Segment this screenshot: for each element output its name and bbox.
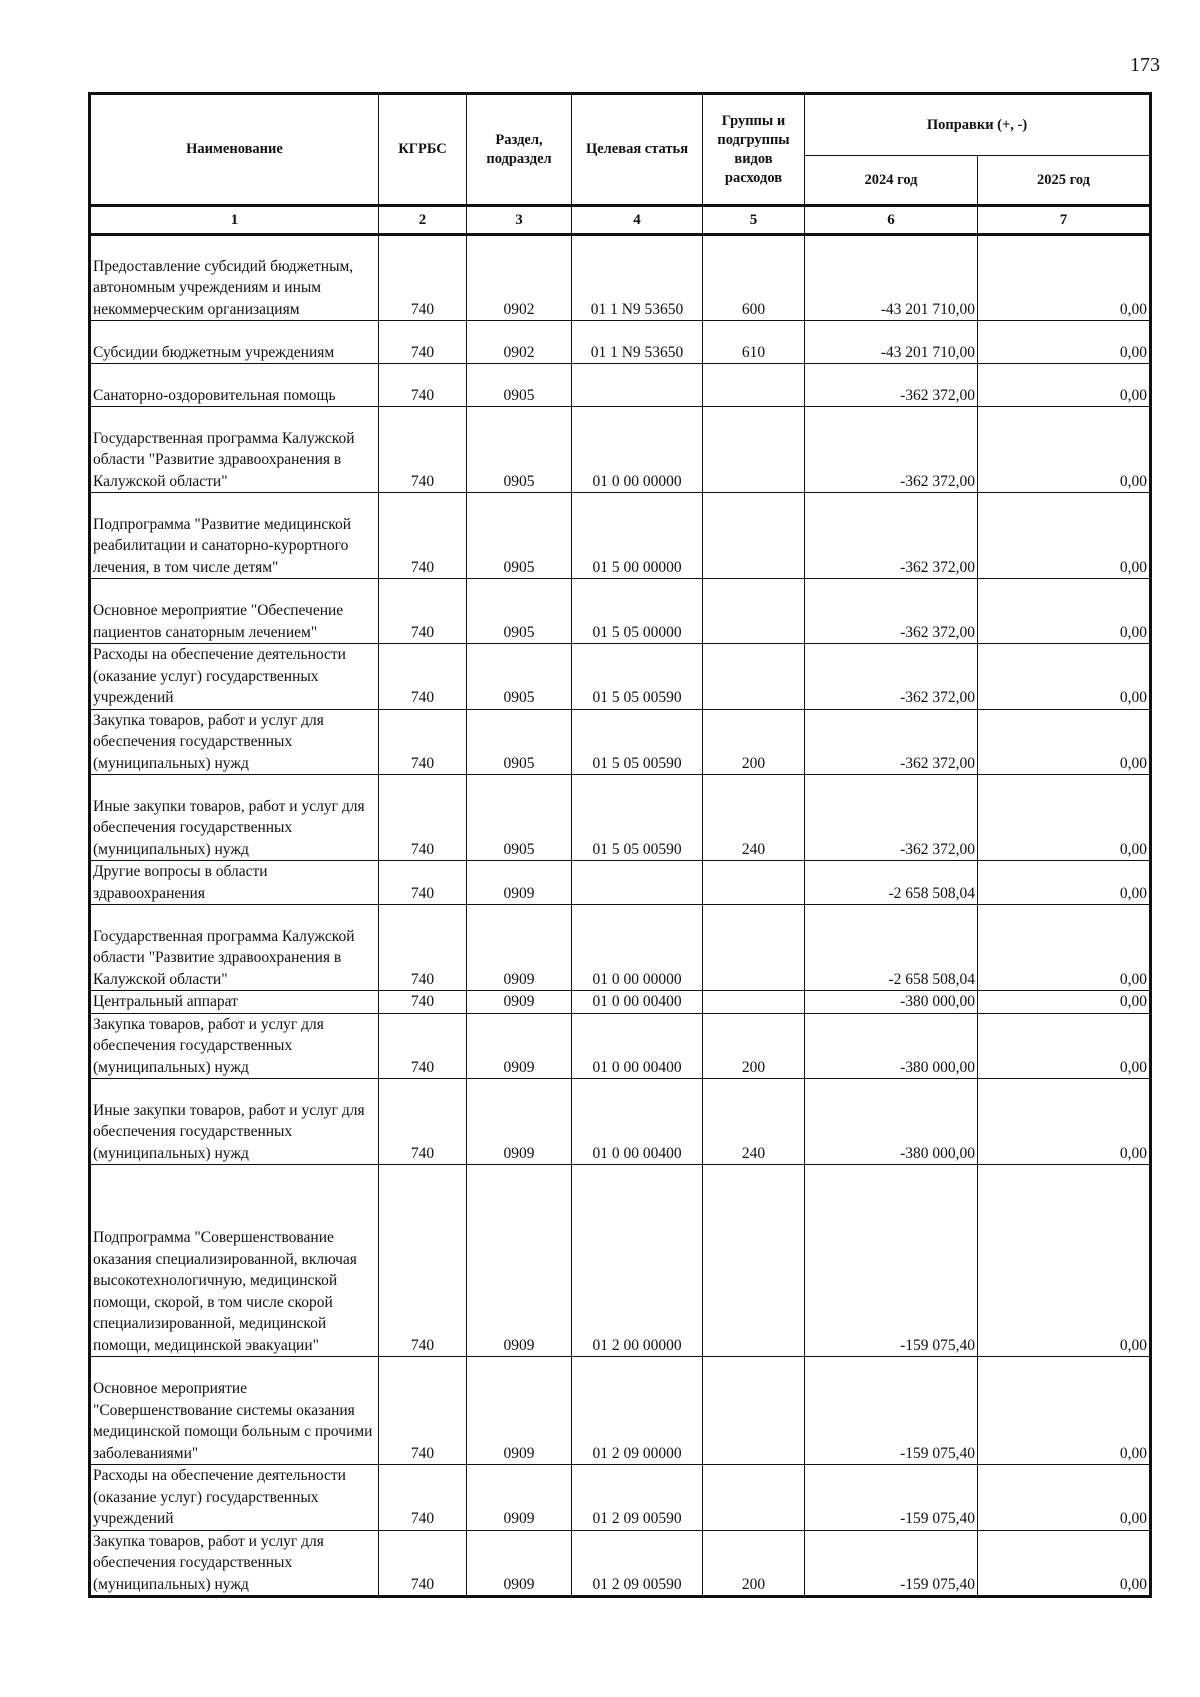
row-section: 0909 (467, 991, 572, 1014)
row-target-article: 01 5 05 00590 (572, 775, 703, 861)
row-section: 0909 (467, 1165, 572, 1357)
table-row (90, 1357, 1151, 1465)
row-expense-group (703, 1165, 805, 1357)
row-name: Государственная программа Калужской области "Развитие здравоохранения в Калужской области" (90, 407, 379, 493)
row-target-article: 01 5 05 00590 (572, 709, 703, 775)
row-section: 0909 (467, 861, 572, 905)
row-amount-2024: -2 658 508,04 (805, 861, 978, 905)
row-kgrbs: 740 (379, 775, 467, 861)
row-name: Подпрограмма "Развитие медицинской реабилитации и санаторно-курортного лечения, в том числе детям" (90, 493, 379, 579)
row-expense-group: 200 (703, 1530, 805, 1597)
budget-amendments-table (88, 92, 1152, 1598)
row-amount-2024: -362 372,00 (805, 364, 978, 407)
row-amount-2024: -362 372,00 (805, 407, 978, 493)
header-year-2024: 2024 год (805, 156, 978, 206)
row-expense-group: 240 (703, 1079, 805, 1165)
row-section: 0909 (467, 1079, 572, 1165)
row-kgrbs: 740 (379, 493, 467, 579)
row-expense-group (703, 905, 805, 991)
row-target-article: 01 2 00 00000 (572, 1165, 703, 1357)
table-row (90, 321, 1151, 364)
row-name: Расходы на обеспечение деятельности (оказание услуг) государственных учреждений (90, 644, 379, 710)
row-expense-group: 610 (703, 321, 805, 364)
header-section: Раздел, подраздел (467, 94, 572, 206)
row-expense-group: 600 (703, 235, 805, 321)
row-name: Субсидии бюджетным учреждениям (90, 321, 379, 364)
table-row (90, 1465, 1151, 1531)
row-amount-2025: 0,00 (978, 321, 1151, 364)
row-amount-2025: 0,00 (978, 1165, 1151, 1357)
row-section: 0905 (467, 579, 572, 644)
table-row (90, 905, 1151, 991)
header-target: Целевая статья (572, 94, 703, 206)
row-amount-2025: 0,00 (978, 235, 1151, 321)
column-number: 1 (90, 206, 379, 235)
row-expense-group (703, 644, 805, 710)
row-amount-2025: 0,00 (978, 1530, 1151, 1597)
row-amount-2024: -159 075,40 (805, 1530, 978, 1597)
row-section: 0905 (467, 364, 572, 407)
row-kgrbs: 740 (379, 235, 467, 321)
row-section: 0905 (467, 775, 572, 861)
table-row (90, 644, 1151, 710)
table-row (90, 1013, 1151, 1079)
column-number: 7 (978, 206, 1151, 235)
row-kgrbs: 740 (379, 407, 467, 493)
table-row (90, 407, 1151, 493)
row-target-article: 01 2 09 00590 (572, 1530, 703, 1597)
header-kgrbs: КГРБС (379, 94, 467, 206)
row-name: Санаторно-оздоровительная помощь (90, 364, 379, 407)
row-section: 0905 (467, 709, 572, 775)
row-expense-group (703, 1357, 805, 1465)
row-expense-group (703, 407, 805, 493)
row-amount-2025: 0,00 (978, 1465, 1151, 1531)
column-number: 2 (379, 206, 467, 235)
row-name: Основное мероприятие "Совершенствование системы оказания медицинской помощи больным с прочими заболеваниями" (90, 1357, 379, 1465)
row-target-article: 01 5 05 00000 (572, 579, 703, 644)
row-section: 0902 (467, 321, 572, 364)
row-amount-2024: -43 201 710,00 (805, 235, 978, 321)
row-kgrbs: 740 (379, 644, 467, 710)
row-target-article: 01 1 N9 53650 (572, 321, 703, 364)
row-name: Расходы на обеспечение деятельности (оказание услуг) государственных учреждений (90, 1465, 379, 1531)
row-amount-2025: 0,00 (978, 861, 1151, 905)
row-target-article: 01 2 09 00000 (572, 1357, 703, 1465)
row-section: 0909 (467, 1530, 572, 1597)
row-name: Иные закупки товаров, работ и услуг для обеспечения государственных (муниципальных) нужд (90, 1079, 379, 1165)
row-target-article: 01 0 00 00000 (572, 905, 703, 991)
row-amount-2025: 0,00 (978, 991, 1151, 1014)
header-year-2025: 2025 год (978, 156, 1151, 206)
row-name: Закупка товаров, работ и услуг для обеспечения государственных (муниципальных) нужд (90, 1013, 379, 1079)
row-target-article: 01 1 N9 53650 (572, 235, 703, 321)
row-kgrbs: 740 (379, 364, 467, 407)
row-amount-2024: -2 658 508,04 (805, 905, 978, 991)
row-expense-group (703, 861, 805, 905)
table-row (90, 1079, 1151, 1165)
row-kgrbs: 740 (379, 1013, 467, 1079)
row-kgrbs: 740 (379, 579, 467, 644)
row-expense-group (703, 579, 805, 644)
row-section: 0909 (467, 905, 572, 991)
row-target-article: 01 5 05 00590 (572, 644, 703, 710)
row-expense-group (703, 493, 805, 579)
row-name: Другие вопросы в области здравоохранения (90, 861, 379, 905)
row-amount-2025: 0,00 (978, 364, 1151, 407)
page-number: 173 (1130, 54, 1160, 76)
table-row (90, 861, 1151, 905)
row-section: 0905 (467, 493, 572, 579)
row-section: 0909 (467, 1013, 572, 1079)
row-name: Закупка товаров, работ и услуг для обеспечения государственных (муниципальных) нужд (90, 709, 379, 775)
row-amount-2025: 0,00 (978, 709, 1151, 775)
row-name: Государственная программа Калужской области "Развитие здравоохранения в Калужской области" (90, 905, 379, 991)
column-number: 6 (805, 206, 978, 235)
row-target-article: 01 0 00 00000 (572, 407, 703, 493)
row-amount-2024: -362 372,00 (805, 709, 978, 775)
row-amount-2025: 0,00 (978, 1079, 1151, 1165)
table-row (90, 991, 1151, 1014)
row-kgrbs: 740 (379, 1357, 467, 1465)
row-amount-2025: 0,00 (978, 644, 1151, 710)
row-name: Центральный аппарат (90, 991, 379, 1014)
row-name: Подпрограмма "Совершенствование оказания специализированной, включая высокотехнологичную, медицинской помощи, скорой, в том числе скорой специализированной, медицинской помощи, медицинской эвакуации" (90, 1165, 379, 1357)
row-kgrbs: 740 (379, 321, 467, 364)
row-section: 0909 (467, 1357, 572, 1465)
row-expense-group: 200 (703, 1013, 805, 1079)
row-expense-group (703, 991, 805, 1014)
row-kgrbs: 740 (379, 1165, 467, 1357)
row-name: Основное мероприятие "Обеспечение пациентов санаторным лечением" (90, 579, 379, 644)
table-row (90, 1530, 1151, 1597)
table-row (90, 364, 1151, 407)
row-amount-2025: 0,00 (978, 905, 1151, 991)
row-target-article: 01 0 00 00400 (572, 1079, 703, 1165)
row-kgrbs: 740 (379, 905, 467, 991)
row-name: Предоставление субсидий бюджетным, автономным учреждениям и иным некоммерческим организациям (90, 235, 379, 321)
column-number: 4 (572, 206, 703, 235)
column-number: 5 (703, 206, 805, 235)
table-row (90, 235, 1151, 321)
row-expense-group (703, 1465, 805, 1531)
table-row (90, 709, 1151, 775)
row-section: 0905 (467, 644, 572, 710)
row-expense-group: 200 (703, 709, 805, 775)
header-name: Наименование (90, 94, 379, 206)
row-name: Закупка товаров, работ и услуг для обеспечения государственных (муниципальных) нужд (90, 1530, 379, 1597)
row-amount-2024: -362 372,00 (805, 493, 978, 579)
table-row (90, 579, 1151, 644)
row-kgrbs: 740 (379, 991, 467, 1014)
column-number: 3 (467, 206, 572, 235)
table-row (90, 775, 1151, 861)
row-amount-2024: -380 000,00 (805, 1013, 978, 1079)
row-amount-2025: 0,00 (978, 1357, 1151, 1465)
row-amount-2024: -159 075,40 (805, 1165, 978, 1357)
row-section: 0905 (467, 407, 572, 493)
row-amount-2025: 0,00 (978, 775, 1151, 861)
row-kgrbs: 740 (379, 1465, 467, 1531)
row-target-article: 01 0 00 00400 (572, 991, 703, 1014)
table-row (90, 493, 1151, 579)
row-amount-2024: -380 000,00 (805, 1079, 978, 1165)
row-target-article: 01 5 00 00000 (572, 493, 703, 579)
row-amount-2024: -159 075,40 (805, 1357, 978, 1465)
row-amount-2025: 0,00 (978, 407, 1151, 493)
row-target-article (572, 364, 703, 407)
row-amount-2025: 0,00 (978, 579, 1151, 644)
row-amount-2025: 0,00 (978, 1013, 1151, 1079)
row-expense-group: 240 (703, 775, 805, 861)
row-name: Иные закупки товаров, работ и услуг для обеспечения государственных (муниципальных) нужд (90, 775, 379, 861)
row-amount-2024: -362 372,00 (805, 579, 978, 644)
row-amount-2024: -380 000,00 (805, 991, 978, 1014)
row-section: 0909 (467, 1465, 572, 1531)
row-section: 0902 (467, 235, 572, 321)
row-amount-2025: 0,00 (978, 493, 1151, 579)
header-groups: Группы и подгруппы видов расходов (703, 94, 805, 206)
row-expense-group (703, 364, 805, 407)
row-target-article: 01 2 09 00590 (572, 1465, 703, 1531)
header-amendments: Поправки (+, -) (805, 94, 1151, 156)
row-target-article (572, 861, 703, 905)
row-kgrbs: 740 (379, 861, 467, 905)
table-row (90, 1165, 1151, 1357)
row-amount-2024: -159 075,40 (805, 1465, 978, 1531)
row-kgrbs: 740 (379, 709, 467, 775)
row-amount-2024: -362 372,00 (805, 775, 978, 861)
row-amount-2024: -43 201 710,00 (805, 321, 978, 364)
row-kgrbs: 740 (379, 1079, 467, 1165)
row-kgrbs: 740 (379, 1530, 467, 1597)
row-amount-2024: -362 372,00 (805, 644, 978, 710)
row-target-article: 01 0 00 00400 (572, 1013, 703, 1079)
